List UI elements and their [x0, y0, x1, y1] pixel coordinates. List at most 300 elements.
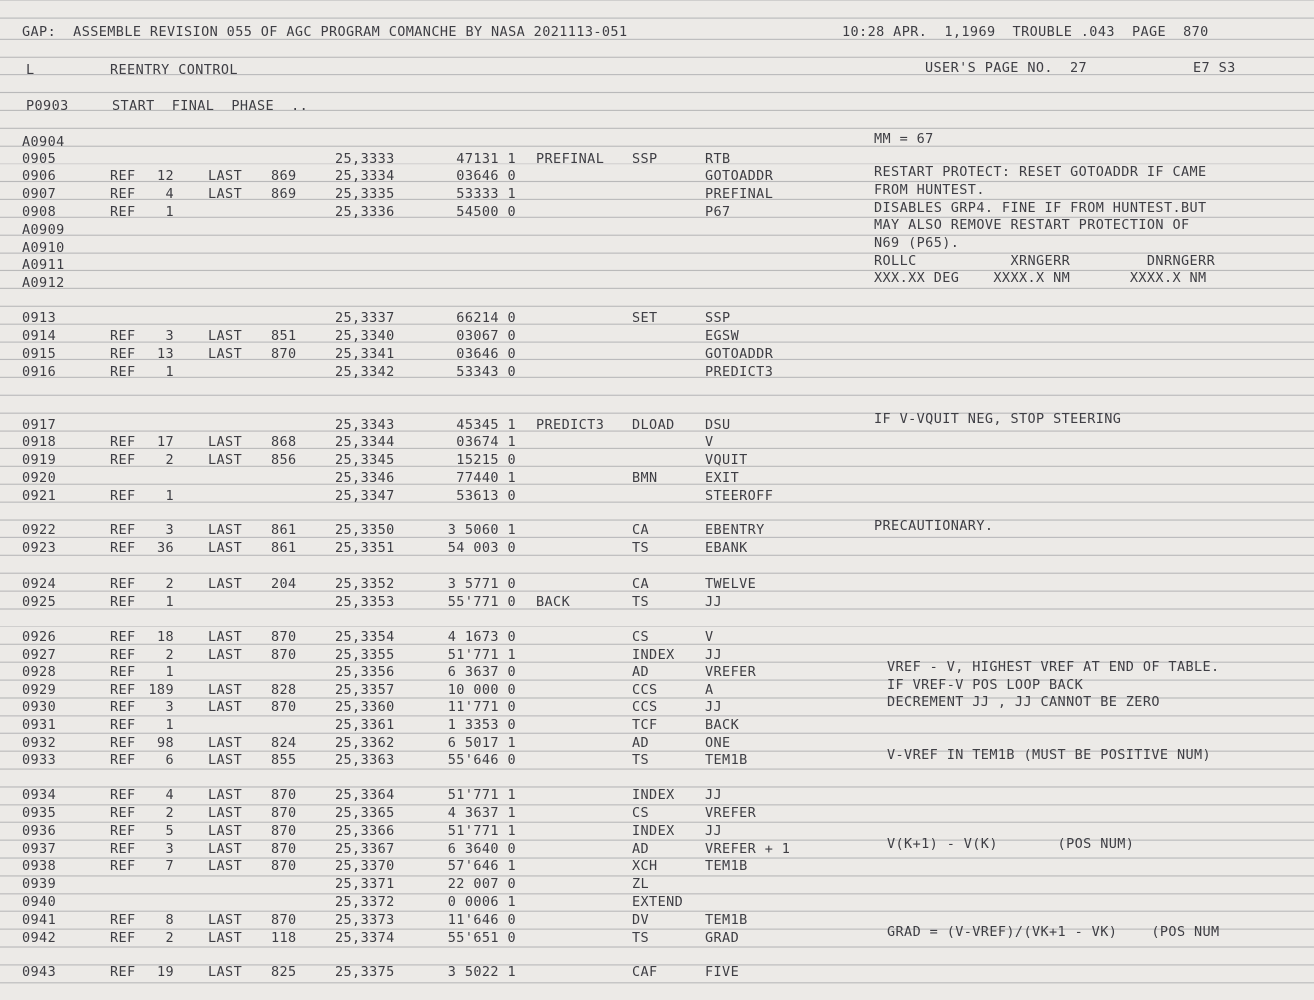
last-page: 870: [271, 841, 297, 857]
last-page: 870: [271, 647, 297, 663]
ref-count: 7: [165, 858, 174, 874]
octal-word: 11'771 0: [447, 699, 516, 715]
operand: TEM1B: [705, 858, 748, 874]
octal-word: 03067 0: [456, 328, 516, 344]
line-number: 0906: [22, 168, 57, 184]
address: 25,3343: [335, 417, 395, 433]
last-tag: LAST: [208, 699, 243, 715]
last-page: 870: [271, 858, 297, 874]
label: PREFINAL: [536, 151, 605, 167]
opcode: DLOAD: [632, 417, 675, 433]
operand: JJ: [705, 823, 723, 839]
last-tag: LAST: [208, 629, 243, 645]
ref-tag: REF: [110, 576, 136, 592]
operand: SSP: [705, 310, 731, 326]
opcode: TCF: [632, 717, 658, 733]
ref-count: 19: [156, 964, 174, 980]
operand: PREDICT3: [705, 364, 774, 380]
comment-line: ROLLC XRNGERR DNRNGERR: [874, 253, 1216, 269]
last-tag: LAST: [208, 912, 243, 928]
address: 25,3336: [335, 204, 395, 220]
octal-word: 10 000 0: [447, 682, 516, 698]
opcode: CA: [632, 576, 650, 592]
last-tag: LAST: [208, 823, 243, 839]
octal-word: 03674 1: [456, 434, 516, 450]
operand: TEM1B: [705, 752, 748, 768]
operand: RTB: [705, 151, 731, 167]
opcode: XCH: [632, 858, 658, 874]
operand: BACK: [705, 717, 740, 733]
comment-line: MM = 67: [874, 131, 934, 147]
octal-word: 03646 0: [456, 168, 516, 184]
address: 25,3351: [335, 540, 395, 556]
address: 25,3373: [335, 912, 395, 928]
octal-word: 77440 1: [456, 470, 516, 486]
ref-tag: REF: [110, 452, 136, 468]
comment-line: DISABLES GRP4. FINE IF FROM HUNTEST.BUT: [874, 200, 1207, 216]
last-tag: LAST: [208, 434, 243, 450]
operand: JJ: [705, 699, 723, 715]
run-info: 10:28 APR. 1,1969 TROUBLE .043 PAGE 870: [842, 24, 1209, 40]
line-number: 0926: [22, 629, 57, 645]
opcode: TS: [632, 752, 650, 768]
ref-tag: REF: [110, 346, 136, 362]
last-tag: LAST: [208, 858, 243, 874]
address: 25,3366: [335, 823, 395, 839]
ref-count: 6: [165, 752, 174, 768]
last-page: 869: [271, 168, 297, 184]
ref-tag: REF: [110, 912, 136, 928]
opcode: CA: [632, 522, 650, 538]
operand: TEM1B: [705, 912, 748, 928]
line-number: 0905: [22, 151, 57, 167]
label: PREDICT3: [536, 417, 605, 433]
last-tag: LAST: [208, 682, 243, 698]
ref-count: 12: [156, 168, 174, 184]
address: 25,3350: [335, 522, 395, 538]
octal-word: 53613 0: [456, 488, 516, 504]
octal-word: 54500 0: [456, 204, 516, 220]
operand: VREFER + 1: [705, 841, 791, 857]
operand: P67: [705, 204, 731, 220]
comment-line: GRAD = (V-VREF)/(VK+1 - VK) (POS NUM: [887, 924, 1220, 940]
opcode: INDEX: [632, 647, 675, 663]
ref-tag: REF: [110, 682, 136, 698]
operand: A: [705, 682, 714, 698]
last-tag: LAST: [208, 805, 243, 821]
comment-line: N69 (P65).: [874, 235, 960, 251]
opcode: CS: [632, 629, 650, 645]
ref-count: 2: [165, 576, 174, 592]
ref-count: 1: [165, 664, 174, 680]
line-number: 0923: [22, 540, 57, 556]
ref-count: 3: [165, 522, 174, 538]
last-tag: LAST: [208, 735, 243, 751]
octal-word: 55'651 0: [447, 930, 516, 946]
ref-count: 17: [156, 434, 174, 450]
operand: EBANK: [705, 540, 748, 556]
ref-tag: REF: [110, 488, 136, 504]
line-number: 0925: [22, 594, 57, 610]
last-page: 861: [271, 522, 297, 538]
octal-word: 11'646 0: [447, 912, 516, 928]
line-number: 0938: [22, 858, 57, 874]
octal-word: 55'646 0: [447, 752, 516, 768]
address: 25,3374: [335, 930, 395, 946]
line-number: 0916: [22, 364, 57, 380]
ref-tag: REF: [110, 930, 136, 946]
address: 25,3365: [335, 805, 395, 821]
comment-line: XXX.XX DEG XXXX.X NM XXXX.X NM: [874, 270, 1207, 286]
last-page: 855: [271, 752, 297, 768]
last-tag: LAST: [208, 647, 243, 663]
last-page: 824: [271, 735, 297, 751]
line-number: 0928: [22, 664, 57, 680]
opcode: TS: [632, 594, 650, 610]
last-tag: LAST: [208, 522, 243, 538]
octal-word: 1 3353 0: [447, 717, 516, 733]
octal-word: 0 0006 1: [447, 894, 516, 910]
octal-word: 15215 0: [456, 452, 516, 468]
octal-word: 6 3637 0: [447, 664, 516, 680]
address: 25,3357: [335, 682, 395, 698]
line-number: 0913: [22, 310, 57, 326]
operand: ONE: [705, 735, 731, 751]
ref-tag: REF: [110, 364, 136, 380]
last-tag: LAST: [208, 328, 243, 344]
line-number: 0936: [22, 823, 57, 839]
last-page: 856: [271, 452, 297, 468]
operand: EGSW: [705, 328, 740, 344]
operand: V: [705, 434, 714, 450]
ref-tag: REF: [110, 647, 136, 663]
line-number: 0943: [22, 964, 57, 980]
octal-word: 22 007 0: [447, 876, 516, 892]
ref-count: 5: [165, 823, 174, 839]
listing-title: GAP: ASSEMBLE REVISION 055 OF AGC PROGRAM COMANCHE BY NASA 2021113-051: [22, 24, 628, 40]
octal-word: 03646 0: [456, 346, 516, 362]
last-tag: LAST: [208, 576, 243, 592]
line-number: A0904: [22, 134, 65, 150]
opcode: TS: [632, 930, 650, 946]
line-number: 0933: [22, 752, 57, 768]
section-letter: L: [26, 62, 35, 78]
comment-line: V(K+1) - V(K) (POS NUM): [887, 836, 1135, 852]
last-page: 870: [271, 823, 297, 839]
comment-line: DECREMENT JJ , JJ CANNOT BE ZERO: [887, 694, 1160, 710]
line-number: 0935: [22, 805, 57, 821]
last-page: 870: [271, 699, 297, 715]
last-tag: LAST: [208, 964, 243, 980]
line-number: 0931: [22, 717, 57, 733]
ref-count: 1: [165, 488, 174, 504]
ref-tag: REF: [110, 629, 136, 645]
octal-word: 54 003 0: [447, 540, 516, 556]
octal-word: 45345 1: [456, 417, 516, 433]
address: 25,3361: [335, 717, 395, 733]
ref-count: 1: [165, 204, 174, 220]
line-number: 0918: [22, 434, 57, 450]
comment-line: PRECAUTIONARY.: [874, 518, 994, 534]
page-line-id: P0903: [26, 98, 69, 114]
operand: JJ: [705, 594, 723, 610]
ref-count: 8: [165, 912, 174, 928]
comment-line: MAY ALSO REMOVE RESTART PROTECTION OF: [874, 217, 1190, 233]
line-number: 0941: [22, 912, 57, 928]
ref-count: 98: [156, 735, 174, 751]
octal-word: 66214 0: [456, 310, 516, 326]
octal-word: 6 3640 0: [447, 841, 516, 857]
octal-word: 3 5060 1: [447, 522, 516, 538]
line-number: 0940: [22, 894, 57, 910]
octal-word: 3 5022 1: [447, 964, 516, 980]
ref-tag: REF: [110, 168, 136, 184]
last-page: 869: [271, 186, 297, 202]
octal-word: 4 3637 1: [447, 805, 516, 821]
users-page-number: USER'S PAGE NO. 27: [925, 60, 1088, 76]
line-number: 0937: [22, 841, 57, 857]
last-page: 828: [271, 682, 297, 698]
line-number: 0907: [22, 186, 57, 202]
opcode: SET: [632, 310, 658, 326]
opcode: CS: [632, 805, 650, 821]
opcode: CCS: [632, 699, 658, 715]
last-page: 870: [271, 912, 297, 928]
line-number: 0915: [22, 346, 57, 362]
operand: DSU: [705, 417, 731, 433]
comment-line: IF V-VQUIT NEG, STOP STEERING: [874, 411, 1122, 427]
last-page: 118: [271, 930, 297, 946]
ref-count: 2: [165, 647, 174, 663]
ref-count: 1: [165, 594, 174, 610]
ref-tag: REF: [110, 699, 136, 715]
address: 25,3352: [335, 576, 395, 592]
ref-tag: REF: [110, 735, 136, 751]
address: 25,3375: [335, 964, 395, 980]
operand: GOTOADDR: [705, 168, 774, 184]
page-line-title: START FINAL PHASE ..: [112, 98, 309, 114]
ref-count: 1: [165, 364, 174, 380]
opcode: SSP: [632, 151, 658, 167]
opcode: TS: [632, 540, 650, 556]
opcode: CAF: [632, 964, 658, 980]
address: 25,3346: [335, 470, 395, 486]
last-tag: LAST: [208, 752, 243, 768]
last-tag: LAST: [208, 787, 243, 803]
last-page: 870: [271, 787, 297, 803]
octal-word: 47131 1: [456, 151, 516, 167]
ref-count: 2: [165, 805, 174, 821]
last-page: 870: [271, 346, 297, 362]
octal-word: 57'646 1: [447, 858, 516, 874]
comment-line: VREF - V, HIGHEST VREF AT END OF TABLE.: [887, 659, 1220, 675]
ref-tag: REF: [110, 328, 136, 344]
octal-word: 53333 1: [456, 186, 516, 202]
operand: STEEROFF: [705, 488, 774, 504]
operand: JJ: [705, 787, 723, 803]
ref-count: 4: [165, 787, 174, 803]
address: 25,3340: [335, 328, 395, 344]
comment-line: V-VREF IN TEM1B (MUST BE POSITIVE NUM): [887, 747, 1212, 763]
comment-line: IF VREF-V POS LOOP BACK: [887, 677, 1084, 693]
comment-line: FROM HUNTEST.: [874, 182, 985, 198]
label: BACK: [536, 594, 571, 610]
line-number: 0922: [22, 522, 57, 538]
ref-tag: REF: [110, 664, 136, 680]
opcode: EXTEND: [632, 894, 684, 910]
ref-count: 36: [156, 540, 174, 556]
comment-line: RESTART PROTECT: RESET GOTOADDR IF CAME: [874, 164, 1207, 180]
address: 25,3370: [335, 858, 395, 874]
address: 25,3372: [335, 894, 395, 910]
address: 25,3345: [335, 452, 395, 468]
line-number: 0929: [22, 682, 57, 698]
octal-word: 53343 0: [456, 364, 516, 380]
last-tag: LAST: [208, 452, 243, 468]
operand: GOTOADDR: [705, 346, 774, 362]
opcode: AD: [632, 664, 650, 680]
line-number: 0919: [22, 452, 57, 468]
line-number: A0910: [22, 240, 65, 256]
operand: FIVE: [705, 964, 740, 980]
address: 25,3337: [335, 310, 395, 326]
address: 25,3360: [335, 699, 395, 715]
line-number: 0932: [22, 735, 57, 751]
address: 25,3353: [335, 594, 395, 610]
line-number: 0930: [22, 699, 57, 715]
ref-count: 3: [165, 328, 174, 344]
last-tag: LAST: [208, 186, 243, 202]
ref-tag: REF: [110, 204, 136, 220]
line-number: 0927: [22, 647, 57, 663]
operand: PREFINAL: [705, 186, 774, 202]
opcode: BMN: [632, 470, 658, 486]
line-number: A0912: [22, 275, 65, 291]
last-page: 204: [271, 576, 297, 592]
line-number: 0917: [22, 417, 57, 433]
line-number: 0920: [22, 470, 57, 486]
ref-tag: REF: [110, 594, 136, 610]
last-page: 851: [271, 328, 297, 344]
ref-tag: REF: [110, 434, 136, 450]
ref-tag: REF: [110, 823, 136, 839]
operand: VREFER: [705, 664, 757, 680]
address: 25,3363: [335, 752, 395, 768]
ref-count: 1: [165, 717, 174, 733]
address: 25,3347: [335, 488, 395, 504]
operand: GRAD: [705, 930, 740, 946]
line-number: 0921: [22, 488, 57, 504]
ref-count: 4: [165, 186, 174, 202]
operand: V: [705, 629, 714, 645]
operand: TWELVE: [705, 576, 757, 592]
octal-word: 51'771 1: [447, 823, 516, 839]
address: 25,3334: [335, 168, 395, 184]
opcode: CCS: [632, 682, 658, 698]
last-tag: LAST: [208, 540, 243, 556]
octal-word: 55'771 0: [447, 594, 516, 610]
operand: VQUIT: [705, 452, 748, 468]
section-title: REENTRY CONTROL: [110, 62, 238, 78]
octal-word: 6 5017 1: [447, 735, 516, 751]
operand: JJ: [705, 647, 723, 663]
ref-tag: REF: [110, 186, 136, 202]
ref-count: 18: [156, 629, 174, 645]
line-number: 0934: [22, 787, 57, 803]
operand: VREFER: [705, 805, 757, 821]
opcode: DV: [632, 912, 650, 928]
opcode: ZL: [632, 876, 650, 892]
ref-count: 13: [156, 346, 174, 362]
address: 25,3342: [335, 364, 395, 380]
ref-count: 2: [165, 452, 174, 468]
address: 25,3367: [335, 841, 395, 857]
octal-word: 3 5771 0: [447, 576, 516, 592]
address: 25,3371: [335, 876, 395, 892]
opcode: AD: [632, 735, 650, 751]
ref-tag: REF: [110, 805, 136, 821]
opcode: AD: [632, 841, 650, 857]
last-page: 868: [271, 434, 297, 450]
last-page: 861: [271, 540, 297, 556]
ref-tag: REF: [110, 540, 136, 556]
last-tag: LAST: [208, 841, 243, 857]
address: 25,3362: [335, 735, 395, 751]
address: 25,3341: [335, 346, 395, 362]
address: 25,3364: [335, 787, 395, 803]
last-tag: LAST: [208, 346, 243, 362]
last-tag: LAST: [208, 930, 243, 946]
opcode: INDEX: [632, 787, 675, 803]
last-page: 870: [271, 629, 297, 645]
octal-word: 4 1673 0: [447, 629, 516, 645]
ref-count: 3: [165, 841, 174, 857]
ref-tag: REF: [110, 841, 136, 857]
line-number: 0908: [22, 204, 57, 220]
octal-word: 51'771 1: [447, 787, 516, 803]
address: 25,3356: [335, 664, 395, 680]
ref-tag: REF: [110, 964, 136, 980]
line-number: 0914: [22, 328, 57, 344]
line-number: A0911: [22, 257, 65, 273]
address: 25,3354: [335, 629, 395, 645]
ref-count: 189: [148, 682, 174, 698]
address: 25,3344: [335, 434, 395, 450]
opcode: INDEX: [632, 823, 675, 839]
line-number: 0942: [22, 930, 57, 946]
ref-count: 3: [165, 699, 174, 715]
address: 25,3335: [335, 186, 395, 202]
line-number: 0939: [22, 876, 57, 892]
operand: EBENTRY: [705, 522, 765, 538]
ref-tag: REF: [110, 787, 136, 803]
address: 25,3333: [335, 151, 395, 167]
last-tag: LAST: [208, 168, 243, 184]
line-number: 0924: [22, 576, 57, 592]
ref-tag: REF: [110, 522, 136, 538]
ref-tag: REF: [110, 858, 136, 874]
ref-count: 2: [165, 930, 174, 946]
page-code: E7 S3: [1193, 60, 1236, 76]
ref-tag: REF: [110, 752, 136, 768]
ref-tag: REF: [110, 717, 136, 733]
line-number: A0909: [22, 222, 65, 238]
octal-word: 51'771 1: [447, 647, 516, 663]
last-page: 825: [271, 964, 297, 980]
address: 25,3355: [335, 647, 395, 663]
operand: EXIT: [705, 470, 740, 486]
last-page: 870: [271, 805, 297, 821]
